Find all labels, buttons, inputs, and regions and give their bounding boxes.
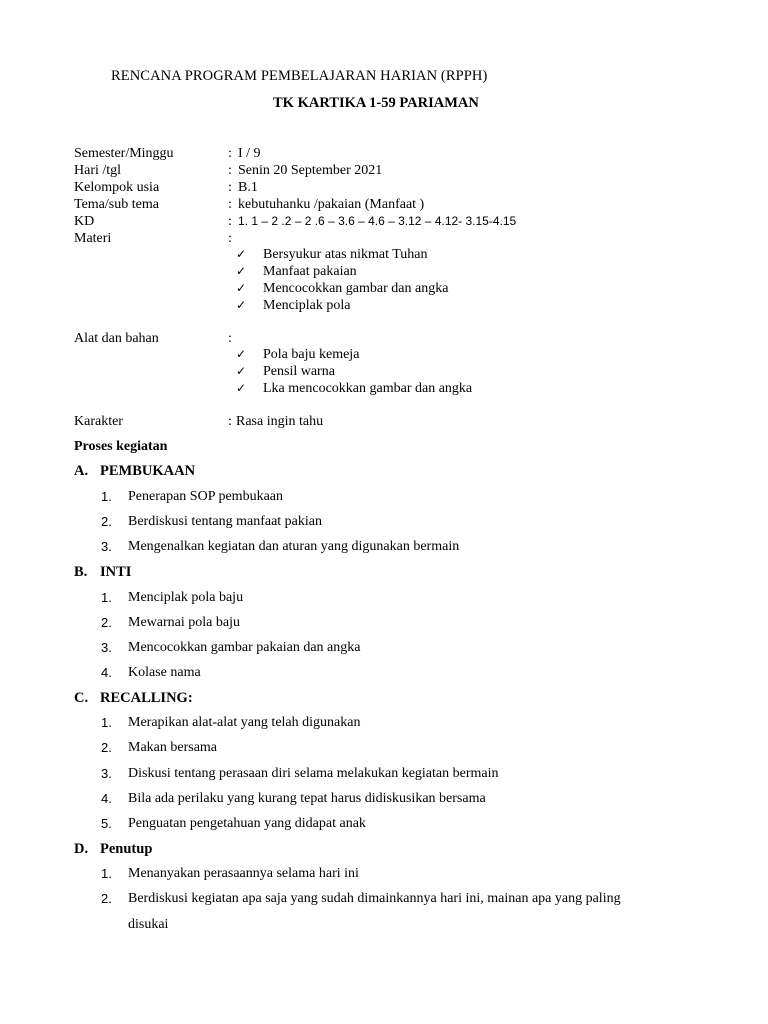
colon: : (228, 180, 232, 195)
materi-label: Materi (74, 231, 112, 246)
hari-value: Senin 20 September 2021 (238, 163, 383, 178)
checkmark-icon: ✓ (236, 381, 247, 395)
semester-label: Semester/Minggu (74, 146, 174, 161)
checkmark-icon: ✓ (236, 364, 247, 378)
school-name: TK KARTIKA 1-59 PARIAMAN (273, 95, 479, 111)
colon: : (228, 331, 232, 346)
alat-label: Alat dan bahan (74, 331, 159, 346)
checkmark-icon: ✓ (236, 298, 247, 312)
colon: : (228, 214, 232, 229)
document-title: RENCANA PROGRAM PEMBELAJARAN HARIAN (RPPH) (111, 68, 488, 84)
kd-label: KD (74, 214, 95, 229)
colon: : (228, 231, 232, 246)
colon: : (228, 197, 232, 212)
checkmark-icon: ✓ (236, 264, 247, 278)
karakter-label: Karakter (74, 414, 123, 429)
hari-label: Hari /tgl (74, 163, 122, 178)
semester-value: I / 9 (238, 146, 261, 161)
document-page: RENCANA PROGRAM PEMBELAJARAN HARIAN (RPPH) TK KARTIKA 1-59 PARIAMAN Semester/Minggu : I / 9 Hari /tgl : Senin 20 September 2021 Kelompok usia : B.1 Tema/sub tema : kebutuhanku /pakaian (Manfaat ) KD : 1. 1 – 2 .2 – 2 .6 – 3.6 – 4.6 – 3.12 – 4.12- 3.15-4.15 Materi : ✓ Bersyukur atas nikmat Tuhan ✓ Manfaat pakaian ✓ Mencocokkan gambar dan angka ✓ Menciplak pola Alat dan bahan : ✓ Pola baju kemeja ✓ Pensil warna ✓ Lka mencocokkan gambar dan angka Karakter : Rasa ingin tahu Proses kegiatan A. PEMBUKAAN 1. Penerapan SOP pembukaan 2. Berdiskusi tentang manfaat pakian 3. Mengenalkan kegiatan dan aturan yang digunakan bermain B. INTI 1. Menciplak pola baju 2. Mewarnai pola baju 3. Mencocokkan gambar pakaian dan angka 4. Kolase nama C. RECALLING: 1. Merapikan alat-alat yang telah digunakan 2. Makan bersama 3. Diskusi tentang perasaan diri selama melakukan kegiatan bermain 4. Bila ada perilaku yang kurang tepat harus didiskusikan bersama 5. Penguatan pengetahuan yang didapat anak D. Penutup 1. Menanyakan perasaannya selama hari ini 2. Berdiskusi kegiatan apa saja yang sudah dimainkannya hari ini, mainan apa yang paling disukai (74, 68, 621, 932)
karakter-value: Rasa ingin tahu (236, 414, 324, 429)
kelompok-value: B.1 (238, 180, 258, 195)
tema-label: Tema/sub tema (74, 197, 159, 212)
colon: : (228, 146, 232, 161)
colon: : (228, 414, 232, 429)
kelompok-label: Kelompok usia (74, 180, 160, 195)
checkmark-icon: ✓ (236, 247, 247, 261)
checkmark-icon: ✓ (236, 281, 247, 295)
tema-value: kebutuhanku /pakaian (Manfaat ) (238, 197, 425, 212)
kd-value: 1. 1 – 2 .2 – 2 .6 – 3.6 – 4.6 – 3.12 – 4.12- 3.15-4.15 (238, 214, 517, 228)
checkmark-icon: ✓ (236, 347, 247, 361)
colon: : (228, 163, 232, 178)
